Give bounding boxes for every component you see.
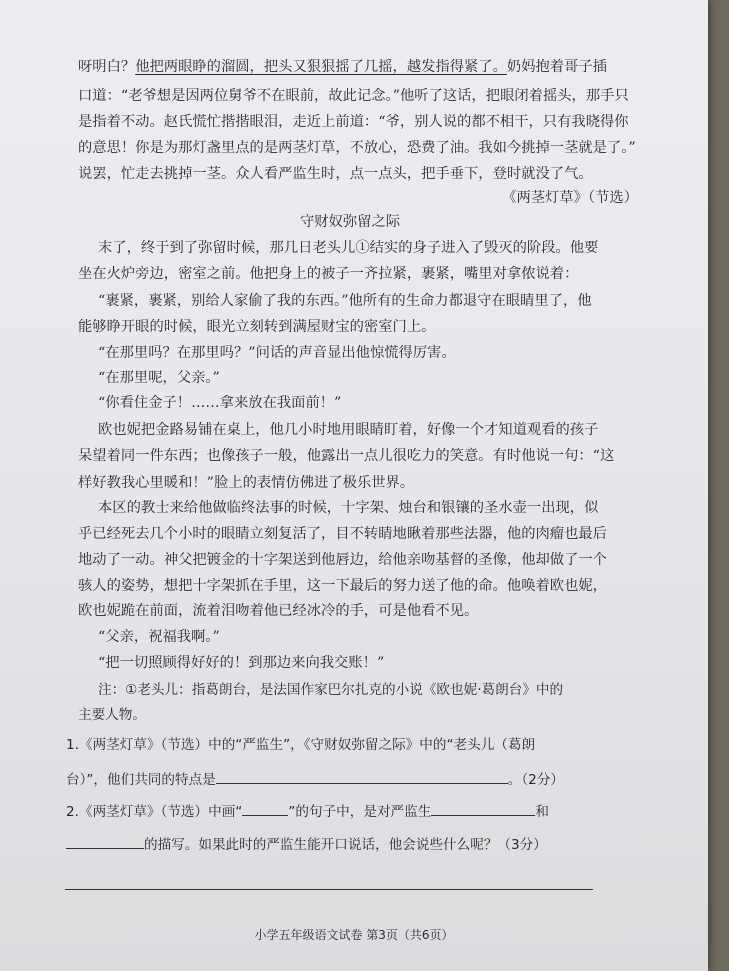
- passage2-line: 呆望着同一件东西；也像孩子一般，他露出一点儿很吃力的笑意。有时他说一句：“这: [78, 448, 615, 464]
- passage2-line: 乎已经死去几个小时的眼睛立刻复活了，目不转睛地瞅着那些法器，他的肉瘤也最后: [78, 526, 607, 542]
- passage2-line: “你看住金子！……拿来放在我面前！”: [98, 395, 342, 411]
- question-2-prompt-d: 的描写。如果此时的严监生能开口说话，他会说些什么呢？（3分）: [144, 837, 547, 853]
- passage2-line: 本区的教士来给他做临终法事的时候，十字架、烛台和银镶的圣水壶一出现，似: [98, 500, 599, 516]
- passage2-line: “在那里呢，父亲。”: [98, 370, 220, 386]
- passage1-line-2: 口道：“老爷想是因两位舅爷不在眼前，故此记念。”他听了这话，把眼闭着摇头，那手只: [78, 88, 629, 104]
- passage2-line: 样好教我心里暖和！”脸上的表情仿佛进了极乐世界。: [78, 475, 415, 491]
- passage2-line: “在那里吗？在那里吗？”问话的声音显出他惊慌得厉害。: [98, 345, 456, 361]
- passage2-line: 末了，终于到了弥留时候，那几日老头儿①结实的身子进入了毁灭的阶段。他要: [98, 240, 599, 256]
- passage2-line: 能够睁开眼的时候，眼光立刻转到满屋财宝的密室门上。: [78, 319, 436, 335]
- passage1-source: 《两茎灯草》（节选）: [502, 190, 638, 206]
- passage2-line: 骇人的姿势，想把十字架抓在手里，这一下最后的努力送了他的命。他唤着欧也妮，: [78, 578, 607, 594]
- passage2-line: 欧也妮把金路易铺在桌上，他几小时地用眼睛盯着，好像一个才知道观看的孩子: [98, 422, 599, 438]
- passage2-line: “父亲，祝福我啊。”: [98, 629, 220, 645]
- passage1-line-1-post: 奶妈抱着哥子插: [506, 59, 607, 75]
- passage2-line: “把一切照顾得好好的！到那边来向我交账！”: [98, 655, 385, 671]
- footnote-line-1: 注：①老头儿：指葛朗台，是法国作家巴尔扎克的小说《欧也妮·葛朗台》中的: [98, 682, 564, 698]
- answer-blank-q2-a[interactable]: [431, 801, 535, 816]
- answer-line[interactable]: [65, 889, 593, 890]
- answer-blank-q2-b[interactable]: [66, 834, 144, 849]
- footnote-line-2: 主要人物。: [78, 707, 146, 723]
- page-footer: 小学五年级语文试卷 第3页（共6页）: [254, 928, 454, 942]
- question-2-line-1: [66, 801, 549, 823]
- answer-blank-q2-mark[interactable]: [242, 801, 288, 816]
- question-2-prompt-a: 2.《两茎灯草》（节选）中画“: [66, 804, 243, 820]
- question-1-prompt: 台）”，他们共同的特点是: [66, 772, 216, 788]
- question-1-line-2: [66, 769, 564, 791]
- passage1-line-1-pre: 呀明白？: [78, 59, 136, 75]
- question-2-prompt-c: 和: [535, 804, 549, 820]
- underlined-sentence: 他把两眼睁的溜圆，把头又狠狠摇了几摇，越发指得紧了。: [135, 59, 507, 75]
- question-2-prompt-b: ”的句子中，是对严监生: [288, 804, 432, 820]
- answer-blank-q1[interactable]: [216, 769, 508, 784]
- passage2-title: 守财奴弥留之际: [300, 214, 401, 230]
- question-1-line-1: 1.《两茎灯草》（节选）中的“严监生”，《守财奴弥留之际》中的“老头儿（葛朗: [66, 737, 536, 753]
- passage1-line-4: 的意思！你是为那灯盏里点的是两茎灯草，不放心，恐费了油。我如今挑掉一茎就是了。”: [78, 140, 636, 156]
- passage2-line: 地动了一动。神父把镀金的十字架送到他唇边，给他亲吻基督的圣像，他却做了一个: [78, 552, 607, 568]
- passage2-line: 欧也妮跪在前面，流着泪吻着他已经冰冷的手，可是他看不见。: [78, 603, 479, 619]
- passage2-line: “裹紧，裹紧，别给人家偷了我的东西。”他所有的生命力都退守在眼睛里了，他: [98, 293, 592, 309]
- passage2-line: 坐在火炉旁边，密室之前。他把身上的被子一齐拉紧，裹紧，嘴里对拿侬说着：: [78, 266, 579, 282]
- question-1-score: 。（2分）: [507, 772, 565, 788]
- question-2-line-2: [66, 834, 547, 856]
- passage1-line-5: 说罢，忙走去挑掉一茎。众人看严监生时，点一点头，把手垂下，登时就没了气。: [78, 166, 593, 182]
- passage1-line-1: [78, 56, 607, 78]
- passage1-line-3: 是指着不动。赵氏慌忙揩揩眼泪，走近上前道：“爷，别人说的都不相干，只有我晓得你: [78, 114, 629, 130]
